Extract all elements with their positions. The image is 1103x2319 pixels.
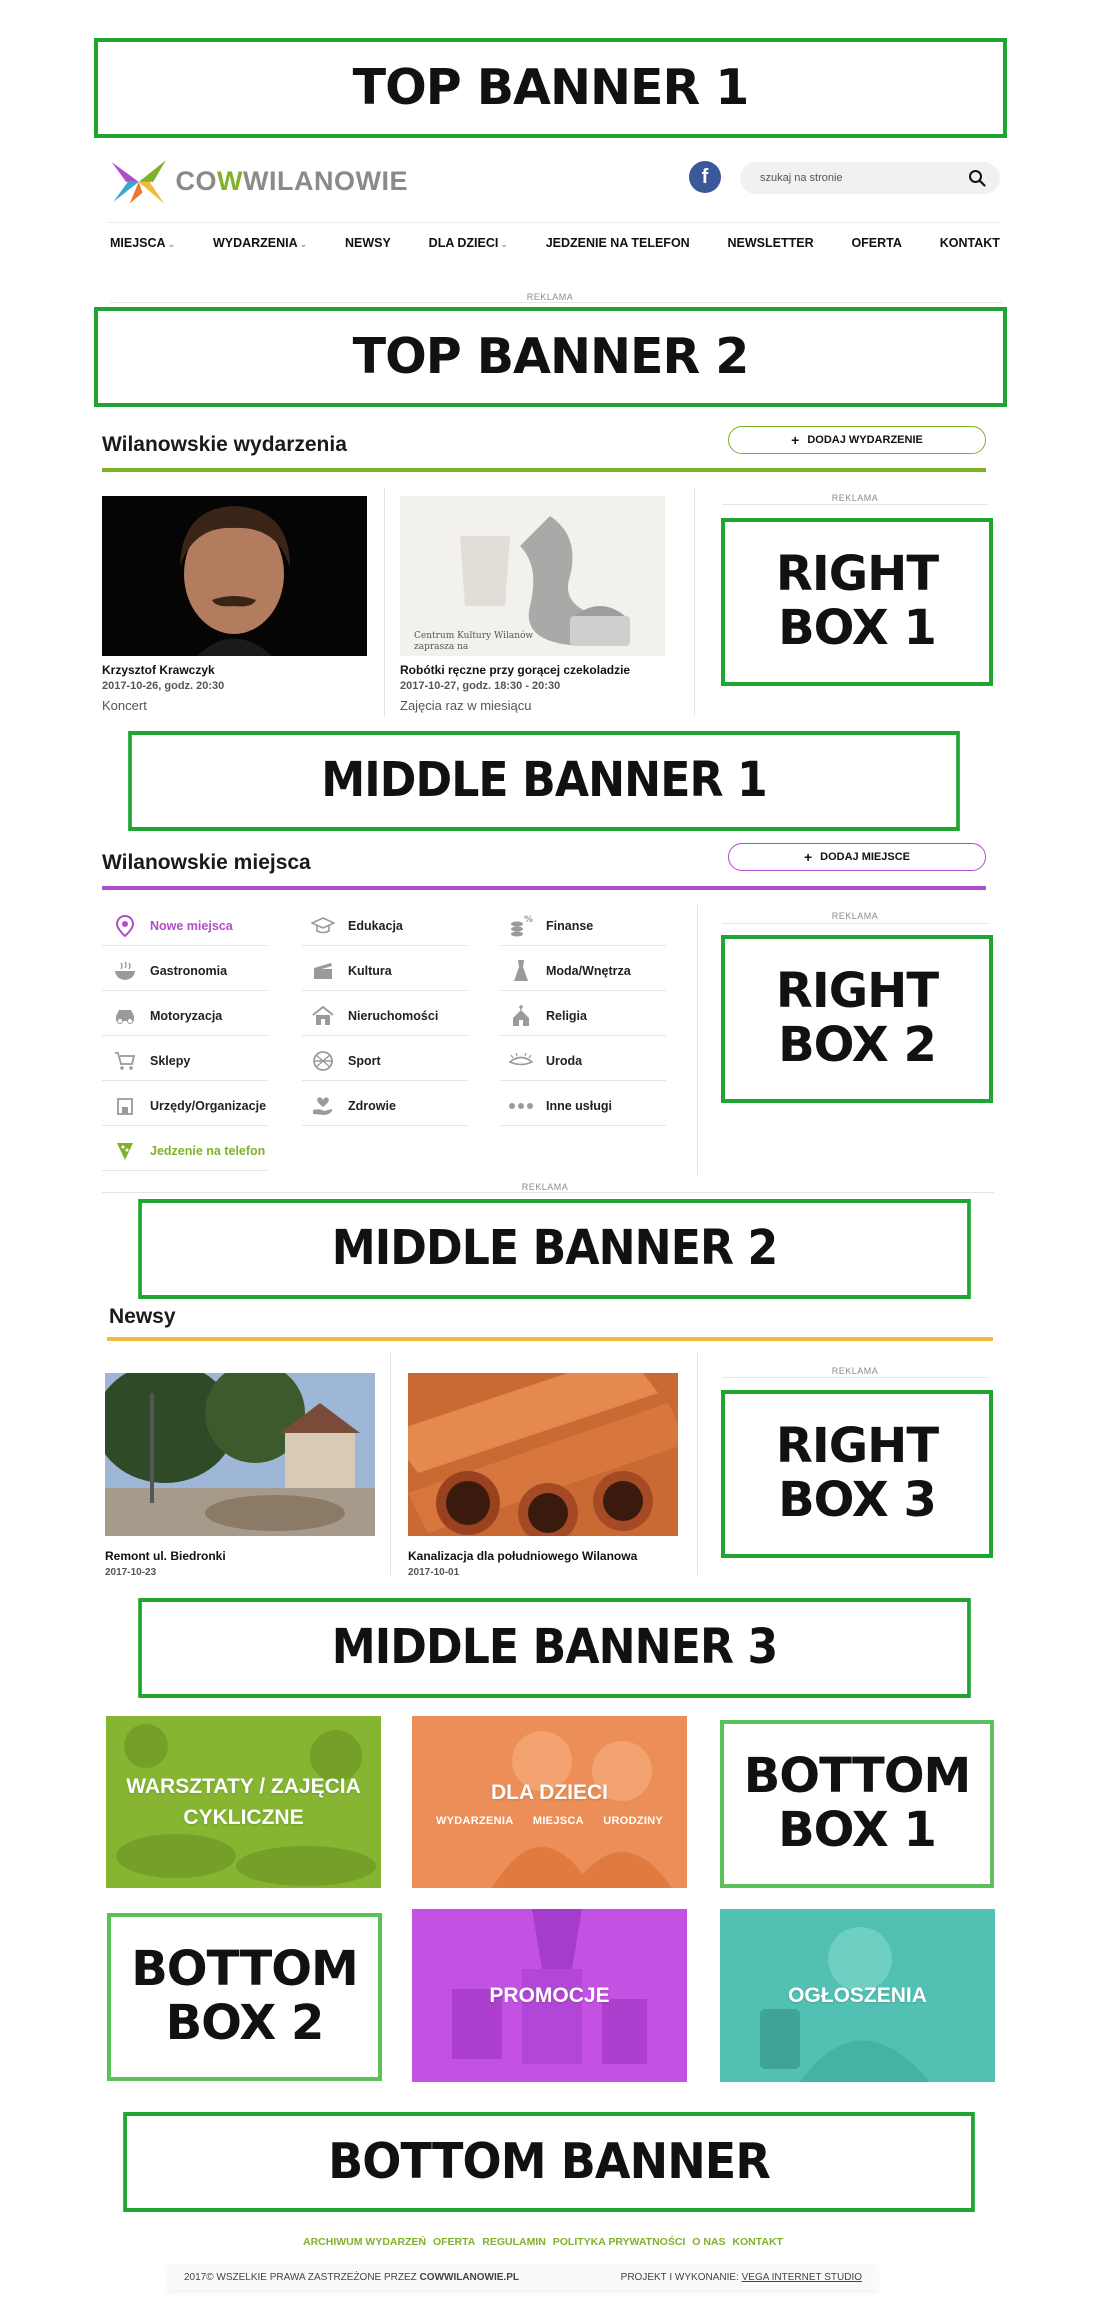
category-divider bbox=[102, 945, 268, 946]
places-section-rule bbox=[102, 886, 986, 890]
places-column-divider bbox=[697, 905, 698, 1175]
facebook-icon: f bbox=[701, 165, 709, 188]
middle-banner-1[interactable]: MIDDLE BANNER 1 bbox=[128, 731, 960, 831]
footer-credit: PROJEKT I WYKONANIE: VEGA INTERNET STUDIO bbox=[620, 2271, 862, 2283]
bottom-box-1[interactable]: BOTTOM BOX 1 bbox=[720, 1720, 994, 1888]
ad-label: REKLAMA bbox=[831, 911, 879, 921]
news-image-remont[interactable] bbox=[105, 1373, 375, 1536]
dots-icon bbox=[508, 1095, 534, 1117]
main-nav bbox=[110, 232, 1000, 254]
category-divider bbox=[500, 1080, 666, 1081]
category-religia[interactable]: Religia bbox=[508, 1002, 668, 1030]
chevron-down-icon: ⌄ bbox=[167, 239, 176, 249]
category-divider bbox=[102, 1125, 268, 1126]
category-moda[interactable]: Moda/Wnętrza bbox=[508, 957, 668, 985]
heart-hand-icon bbox=[310, 1095, 336, 1117]
street-photo-icon bbox=[105, 1373, 375, 1536]
church-icon bbox=[508, 1005, 534, 1027]
site-logo[interactable] bbox=[108, 153, 408, 209]
category-divider bbox=[500, 1035, 666, 1036]
facebook-button[interactable] bbox=[689, 161, 721, 193]
right-box-3[interactable]: RIGHT BOX 3 bbox=[721, 1390, 993, 1558]
nav-item-dla-dzieci[interactable]: DLA DZIECI ⌄ bbox=[428, 236, 508, 250]
footer-link-o-nas[interactable]: O NAS bbox=[692, 2236, 726, 2248]
chevron-down-icon: ⌄ bbox=[299, 239, 308, 249]
event-image-robotki[interactable] bbox=[400, 496, 665, 656]
footer-link-regulamin[interactable]: REGULAMIN bbox=[482, 2236, 546, 2248]
kids-link-miejsca[interactable]: MIEJSCA bbox=[532, 1814, 584, 1827]
event-date: 2017-10-27, godz. 18:30 - 20:30 bbox=[400, 680, 561, 692]
category-jedzenie-na-telefon[interactable]: Jedzenie na telefon bbox=[112, 1137, 278, 1165]
pizza-icon bbox=[112, 1140, 138, 1162]
nav-item-miejsca[interactable]: MIEJSCA ⌄ bbox=[110, 236, 176, 250]
category-divider bbox=[102, 1080, 268, 1081]
nav-item-newsletter[interactable]: NEWSLETTER bbox=[727, 236, 814, 250]
footer-links bbox=[303, 2236, 783, 2248]
events-column-divider-2 bbox=[694, 488, 695, 716]
category-urzedy[interactable]: Urzędy/Organizacje bbox=[112, 1092, 278, 1120]
cart-icon bbox=[112, 1050, 138, 1072]
search-icon[interactable] bbox=[968, 169, 986, 187]
category-edukacja[interactable]: Edukacja bbox=[310, 912, 470, 940]
top-banner-2[interactable]: TOP BANNER 2 bbox=[94, 307, 1007, 407]
right-box-1[interactable]: RIGHT BOX 1 bbox=[721, 518, 993, 686]
footer-link-kontakt[interactable]: KONTAKT bbox=[732, 2236, 783, 2248]
coins-icon bbox=[508, 915, 534, 937]
middle-banner-2[interactable]: MIDDLE BANNER 2 bbox=[138, 1199, 971, 1299]
add-event-button[interactable]: + DODAJ WYDARZENIE bbox=[728, 426, 986, 454]
category-divider bbox=[302, 1035, 468, 1036]
event-image-krawczyk[interactable] bbox=[102, 496, 367, 656]
category-divider bbox=[500, 1125, 666, 1126]
events-section-title: Wilanowskie wydarzenia bbox=[102, 433, 347, 456]
news-date: 2017-10-01 bbox=[408, 1567, 460, 1578]
category-divider bbox=[302, 945, 468, 946]
events-section-rule bbox=[102, 468, 986, 472]
ad-label: REKLAMA bbox=[831, 493, 879, 503]
ad-label: REKLAMA bbox=[521, 1182, 569, 1192]
news-column-divider-2 bbox=[697, 1353, 698, 1575]
right-box-2[interactable]: RIGHT BOX 2 bbox=[721, 935, 993, 1103]
ad-label: REKLAMA bbox=[831, 1366, 879, 1376]
footer-link-polityka[interactable]: POLITYKA PRYWATNOŚCI bbox=[552, 2236, 686, 2248]
ad-label: REKLAMA bbox=[526, 292, 574, 302]
event-date: 2017-10-26, godz. 20:30 bbox=[102, 680, 225, 692]
news-section-rule bbox=[107, 1337, 993, 1341]
tile-promocje[interactable] bbox=[412, 1909, 687, 2082]
places-section-title: Wilanowskie miejsca bbox=[102, 851, 311, 874]
search-input[interactable]: szukaj na stronie bbox=[760, 172, 843, 184]
news-image-kanalizacja[interactable] bbox=[408, 1373, 678, 1536]
category-inne-uslugi[interactable]: Inne usługi bbox=[508, 1092, 668, 1120]
footer-bar bbox=[168, 2264, 878, 2290]
tile-warsztaty-title: WARSZTATY / ZAJĘCIA CYKLICZNE bbox=[126, 1774, 361, 1829]
category-divider bbox=[102, 1170, 268, 1171]
nav-item-wydarzenia[interactable]: WYDARZENIA ⌄ bbox=[212, 236, 308, 250]
eye-icon bbox=[508, 1050, 534, 1072]
ad-divider bbox=[722, 1377, 988, 1378]
plus-icon: + bbox=[791, 432, 800, 448]
tile-ogloszenia-title: OGŁOSZENIA bbox=[788, 1983, 927, 2007]
bowl-icon bbox=[112, 960, 138, 982]
tile-dla-dzieci-links bbox=[428, 1815, 671, 1827]
event-category: Zajęcia raz w miesiącu bbox=[400, 698, 532, 713]
office-icon bbox=[112, 1095, 138, 1117]
news-column-divider-1 bbox=[390, 1353, 391, 1575]
nav-item-newsy[interactable]: NEWSY bbox=[345, 236, 391, 250]
category-divider bbox=[500, 990, 666, 991]
ad-divider bbox=[102, 1192, 994, 1193]
news-title[interactable]: Kanalizacja dla południowego Wilanowa bbox=[408, 1549, 638, 1563]
nav-item-jedzenie[interactable]: JEDZENIE NA TELEFON bbox=[545, 236, 690, 250]
pin-icon bbox=[112, 915, 138, 937]
middle-banner-3[interactable]: MIDDLE BANNER 3 bbox=[138, 1598, 971, 1698]
tile-dla-dzieci[interactable] bbox=[412, 1716, 687, 1888]
category-nowe-miejsca[interactable]: Nowe miejsca bbox=[112, 912, 272, 940]
category-kultura[interactable]: Kultura bbox=[310, 957, 470, 985]
category-sklepy[interactable]: Sklepy bbox=[112, 1047, 272, 1075]
ad-divider bbox=[110, 302, 1002, 303]
tile-promocje-title: PROMOCJE bbox=[489, 1983, 610, 2007]
footer-link-oferta[interactable]: OFERTA bbox=[432, 2236, 476, 2248]
bottom-banner[interactable]: BOTTOM BANNER bbox=[123, 2112, 975, 2212]
svg-text:%: % bbox=[524, 915, 533, 925]
logo-text: COWWILANOWIE bbox=[175, 165, 408, 196]
kids-link-urodziny[interactable]: URODZINY bbox=[603, 1814, 664, 1827]
category-sport[interactable]: Sport bbox=[310, 1047, 470, 1075]
news-title[interactable]: Remont ul. Biedronki bbox=[105, 1549, 226, 1563]
category-divider bbox=[102, 990, 268, 991]
clapperboard-icon bbox=[310, 960, 336, 982]
category-gastronomia[interactable]: Gastronomia bbox=[112, 957, 272, 985]
event-category: Koncert bbox=[102, 698, 147, 713]
category-motoryzacja[interactable]: Motoryzacja bbox=[112, 1002, 272, 1030]
event-title[interactable]: Krzysztof Krawczyk bbox=[102, 663, 215, 677]
plus-icon: + bbox=[803, 849, 813, 865]
category-divider bbox=[302, 1080, 468, 1081]
top-banner-1[interactable]: TOP BANNER 1 bbox=[94, 38, 1007, 138]
car-icon bbox=[112, 1005, 138, 1027]
footer-credit-link[interactable]: VEGA INTERNET STUDIO bbox=[741, 2271, 862, 2283]
pipes-photo-icon bbox=[408, 1373, 678, 1536]
event-title[interactable]: Robótki ręczne przy gorącej czekoladzie bbox=[400, 663, 631, 677]
ad-divider bbox=[722, 923, 988, 924]
footer-copyright: 2017© WSZELKIE PRAWA ZASTRZEŻONE PRZEZ COWWILANOWIE.PL bbox=[184, 2271, 519, 2283]
category-finanse[interactable]: % Finanse bbox=[508, 912, 668, 940]
category-divider bbox=[302, 1125, 468, 1126]
chevron-down-icon: ⌄ bbox=[500, 239, 508, 249]
news-section-title: Newsy bbox=[109, 1305, 176, 1328]
events-column-divider-1 bbox=[384, 488, 385, 716]
house-icon bbox=[310, 1005, 336, 1027]
search-bar[interactable] bbox=[740, 162, 1000, 194]
ball-icon bbox=[310, 1050, 336, 1072]
logo-mark-icon bbox=[108, 154, 170, 208]
tile-warsztaty[interactable] bbox=[106, 1716, 381, 1888]
nav-item-oferta[interactable]: OFERTA bbox=[851, 236, 902, 250]
tile-dla-dzieci-title: DLA DZIECI bbox=[490, 1781, 609, 1805]
news-date: 2017-10-23 bbox=[105, 1567, 157, 1578]
bottom-box-2[interactable]: BOTTOM BOX 2 bbox=[107, 1913, 382, 2081]
category-divider bbox=[102, 1035, 268, 1036]
dress-icon bbox=[508, 960, 534, 982]
graduation-cap-icon bbox=[310, 915, 336, 937]
category-nieruchomosci[interactable]: Nieruchomości bbox=[310, 1002, 470, 1030]
tile-ogloszenia[interactable] bbox=[720, 1909, 995, 2082]
event-image-caption: Centrum Kultury Wilanów zaprasza na bbox=[414, 631, 534, 652]
ad-divider bbox=[722, 504, 988, 505]
category-divider bbox=[500, 945, 666, 946]
category-zdrowie[interactable]: Zdrowie bbox=[310, 1092, 470, 1120]
kids-link-wydarzenia[interactable]: WYDARZENIA bbox=[435, 1814, 514, 1827]
portrait-icon bbox=[102, 496, 367, 656]
category-uroda[interactable]: Uroda bbox=[508, 1047, 668, 1075]
nav-item-kontakt[interactable]: KONTAKT bbox=[939, 236, 1000, 250]
add-place-button[interactable]: + DODAJ MIEJSCE bbox=[728, 843, 986, 871]
category-divider bbox=[302, 990, 468, 991]
footer-link-archiwum[interactable]: ARCHIWUM WYDARZEŃ bbox=[303, 2236, 427, 2248]
header-divider bbox=[108, 222, 1000, 223]
